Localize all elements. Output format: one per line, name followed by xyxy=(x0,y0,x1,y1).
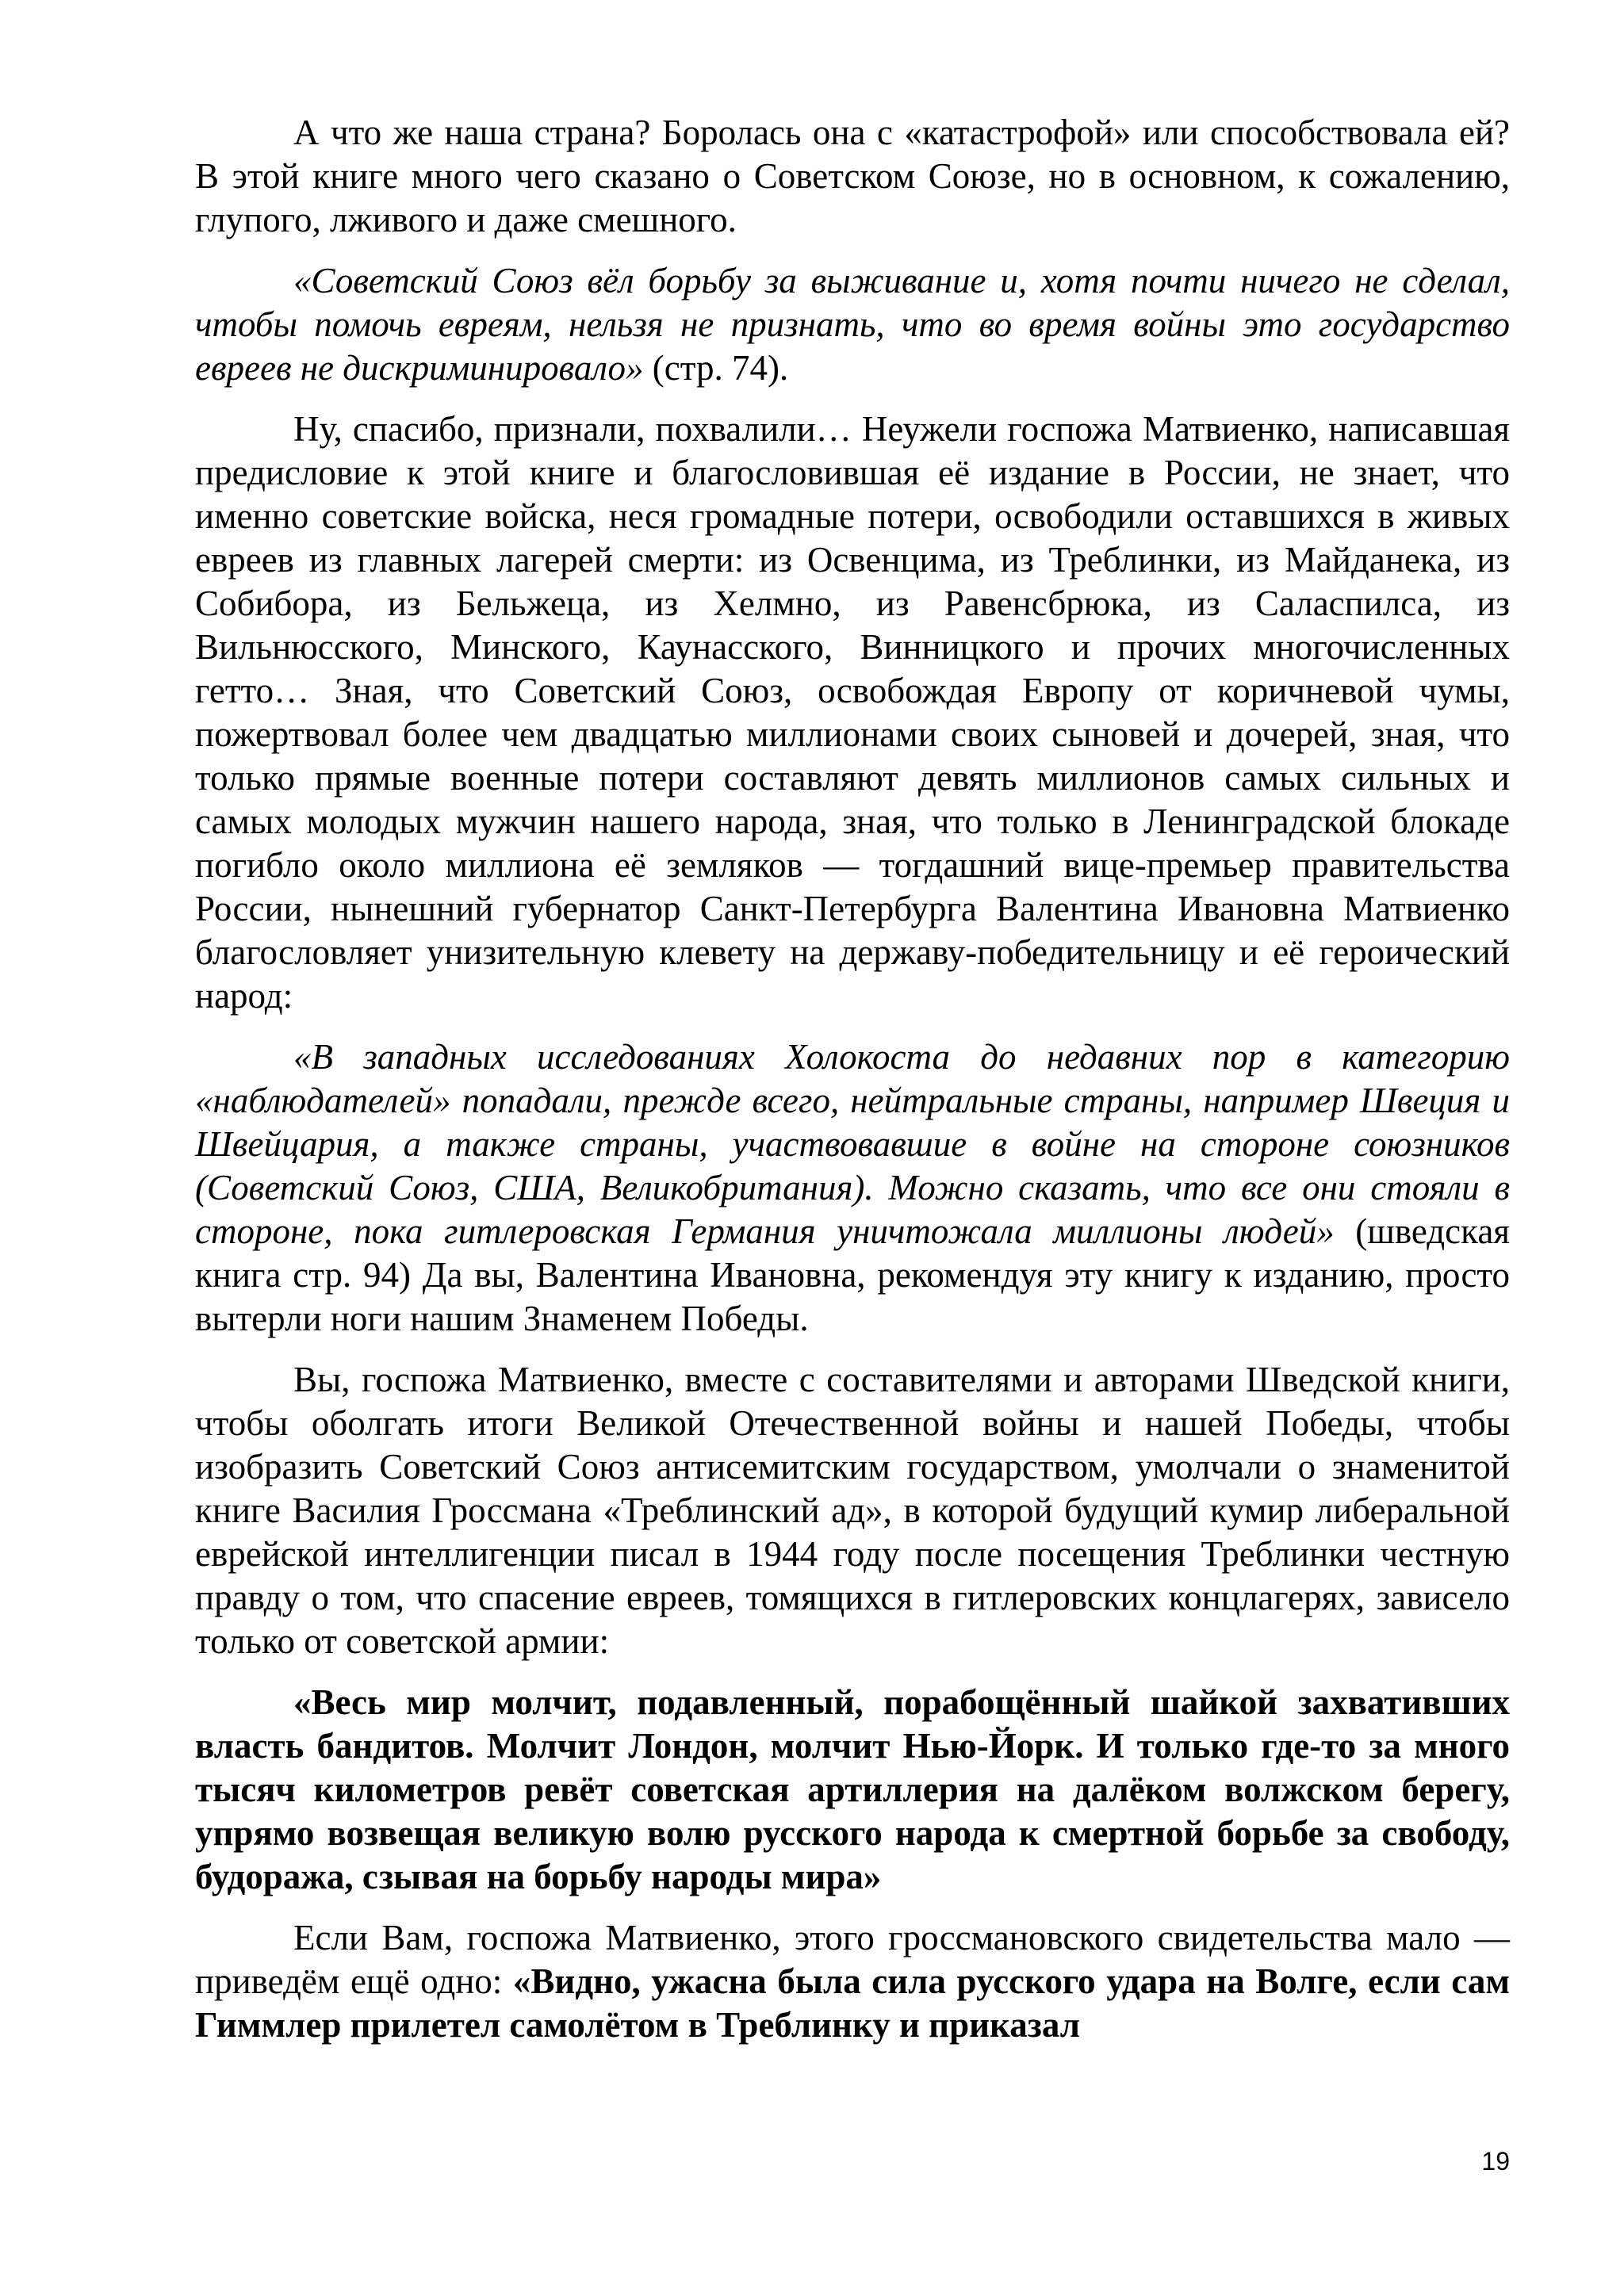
paragraph-3 xyxy=(195,408,1510,1018)
page-body-text xyxy=(195,111,1510,2047)
paragraph-5-text: Вы, госпожа Матвиенко, вместе с составителями и авторами Шведской книги, чтобы оболгать итоги Великой Отечественной войны и нашей Победы, чтобы изобразить Советский Союз антисемитским государством, умолчали о знаменитой книге Василия Гроссмана «Треблинский ад», в которой будущий кумир либеральной еврейской интеллигенции писал в 1944 году после посещения Треблинки честную правду о том, что спасение евреев, томящихся в гитлеровских концлагерях, зависело только от советской армии: xyxy=(195,1360,1510,1661)
paragraph-1-text: А что же наша страна? Боролась она с «катастрофой» или способствовала ей? В этой книге много чего сказано о Советском Союзе, но в основном, к сожалению, глупого, лживого и даже смешного. xyxy=(195,113,1510,239)
quote-grossman-volga-strike: «Видно, ужасна была сила русского удара на Волге, если сам Гиммлер прилетел самолётом в Треблинку и приказал xyxy=(195,1961,1510,2045)
quote-grossman-world-is-silent: «Весь мир молчит, подавленный, порабощённый шайкой захвативших власть бандитов. Молчит Лондон, молчит Нью-Йорк. И только где-то за много тысяч километров ревёт советская артиллерия на далёком волжском берегу, упрямо возвещая великую волю русского народа к смертной борьбе за свободу, будоража, сзывая на борьбу народы мира» xyxy=(195,1682,1510,1896)
paragraph-4-quote xyxy=(195,1035,1510,1341)
paragraph-2-quote xyxy=(195,259,1510,390)
paragraph-4-commentary: (шведская книга стр. 94) Да вы, Валентина Ивановна, рекомендуя эту книгу к изданию, просто вытерли ноги нашим Знаменем Победы. xyxy=(195,1211,1510,1338)
paragraph-1 xyxy=(195,111,1510,242)
paragraph-7-text: Если Вам, госпожа Матвиенко, этого гроссмановского свидетельства мало — приведём ещё одно: xyxy=(195,1918,1510,2001)
paragraph-7 xyxy=(195,1916,1510,2047)
paragraph-3-text: Ну, спасибо, признали, похвалили… Неужели госпожа Матвиенко, написавшая предисловие к этой книге и благословившая её издание в России, не знает, что именно советские войска, неся громадные потери, освободили оставшихся в живых евреев из главных лагерей смерти: из Освенцима, из Треблинки, из Майданека, из Собибора, из Бельжеца, из Хелмно, из Равенсбрюка, из Саласпилса, из Вильнюсского, Минского, Каунасского, Винницкого и прочих многочисленных гетто… Зная, что Советский Союз, освобождая Европу от коричневой чумы, пожертвовал более чем двадцатью миллионами своих сыновей и дочерей, зная, что только прямые военные потери составляют девять миллионов самых сильных и самых молодых мужчин нашего народа, зная, что только в Ленинградской блокаде погибло около миллиона её земляков — тогдашний вице-премьер правительства России, нынешний губернатор Санкт-Петербурга Валентина Ивановна Матвиенко благословляет унизительную клевету на державу-победительницу и её героический народ: xyxy=(195,409,1510,1016)
paragraph-6-grossman-quote xyxy=(195,1681,1510,1899)
page-number: 19 xyxy=(1481,2147,1510,2175)
quote-page-reference: (стр. 74). xyxy=(643,348,789,388)
quote-soviet-union-survival: «Советский Союз вёл борьбу за выживание и, хотя почти ничего не сделал, чтобы помочь евреям, нельзя не признать, что во время войны это государство евреев не дискриминировало» xyxy=(195,261,1510,388)
paragraph-5 xyxy=(195,1358,1510,1663)
quote-western-holocaust-studies: «В западных исследованиях Холокоста до недавних пор в категорию «наблюдателей» попадали, прежде всего, нейтральные страны, например Швеция и Швейцария, а также страны, участвовавшие в войне на стороне союзников (Советский Союз, США, Великобритания). Можно сказать, что все они стояли в стороне, пока гитлеровская Германия уничтожала миллионы людей» xyxy=(195,1037,1510,1251)
